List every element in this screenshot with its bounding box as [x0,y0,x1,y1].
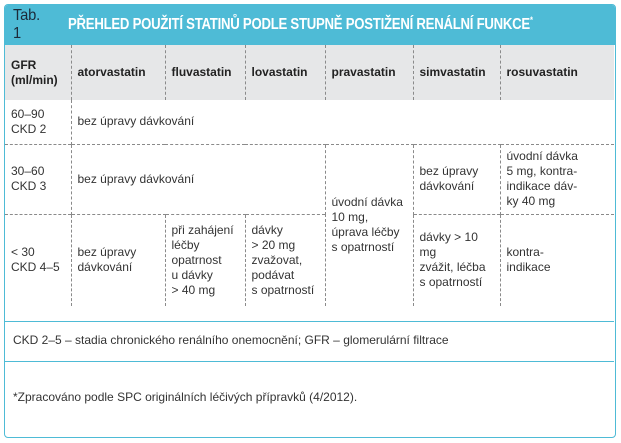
statin-table [5,45,614,306]
title-footnote-marker: * [530,15,533,26]
cell-line: bez úpravy [77,245,137,260]
dosing-cell-ato-lova: bez úpravy dávkování [71,144,325,214]
table-number: Tab. 1 [13,7,41,42]
gfr-value: 30–60 [11,164,45,178]
header-gfr-line2: (ml/min) [11,72,58,87]
source-footnote: *Zpracováno podle SPC originálních léčivých přípravků (4/2012). [5,361,614,437]
cell-line: podávat [251,267,295,282]
cell-line: úvodní dávka [506,149,578,163]
dosing-cell-lovastatin [245,214,325,306]
cell-line: dávkování [77,260,133,275]
header-row [5,45,614,100]
header-fluvastatin: fluvastatin [165,45,245,100]
cell-line: opatrnost [171,252,222,267]
table-title [68,15,533,34]
cell-line: dávky [251,222,283,237]
cell-line: indikace [506,260,551,275]
ckd-stage: CKD 3 [11,179,47,193]
dosing-cell-all: bez úpravy dávkování [71,100,614,144]
cell-line: 5 mg, kontra- [506,164,578,178]
ckd-stage: CKD 4–5 [11,260,60,275]
header-gfr [5,45,71,100]
header-gfr-line1: GFR [11,57,37,72]
gfr-value: < 30 [11,245,35,260]
cell-line: s opatrností [419,275,483,290]
table-title-bar [5,5,615,45]
abbreviations-footnote: CKD 2–5 – stadia chronického renálního onemocnění; GFR – glomerulární filtrace [5,321,614,358]
header-simvastatin: simvastatin [413,45,500,100]
dosing-cell-rosuvastatin [500,144,614,214]
cell-line: při zahájení [171,222,234,237]
header-pravastatin: pravastatin [325,45,413,100]
header-lovastatin: lovastatin [245,45,325,100]
table-row [5,214,614,306]
cell-line: dávky > 10 mg [419,230,478,260]
prava-line: úprava léčby [331,225,400,240]
ckd-stage: CKD 2 [11,121,47,136]
table-frame [4,4,616,438]
cell-line: > 40 mg [171,282,216,297]
dosing-cell-simvastatin [413,214,500,306]
cell-line: s opatrností [251,282,315,297]
cell-line: indikace dáv- [506,179,578,193]
cell-line: zvažovat, [251,252,303,267]
cell-line: dávkování [419,179,475,193]
gfr-cell [5,144,71,214]
table-row [5,144,614,214]
header-atorvastatin: atorvastatin [71,45,165,100]
cell-line: ky 40 mg [506,194,556,208]
cell-line: bez úpravy [419,164,479,178]
dosing-cell-rosuvastatin [500,214,614,306]
cell-line: léčby [171,237,200,252]
gfr-cell [5,214,71,306]
header-rosuvastatin: rosuvastatin [500,45,614,100]
table-title-text: PŘEHLED POUŽITÍ STATINŮ PODLE STUPNĚ POSTIŽENÍ RENÁLNÍ FUNKCE [68,16,531,34]
cell-line: > 20 mg [251,237,296,252]
table-row [5,100,614,144]
dosing-cell-atorvastatin [71,214,165,306]
cell-line: zvážit, léčba [419,260,486,275]
dosing-cell-pravastatin [325,144,413,306]
prava-line: 10 mg, [331,210,369,225]
gfr-cell [5,100,71,144]
prava-line: s opatrností [331,240,395,255]
dosing-cell-simvastatin [413,144,500,214]
cell-line: u dávky [171,267,213,282]
gfr-value: 60–90 [11,106,45,121]
prava-line: úvodní dávka [331,195,403,210]
cell-line: kontra- [506,245,544,260]
dosing-cell-fluvastatin [165,214,245,306]
